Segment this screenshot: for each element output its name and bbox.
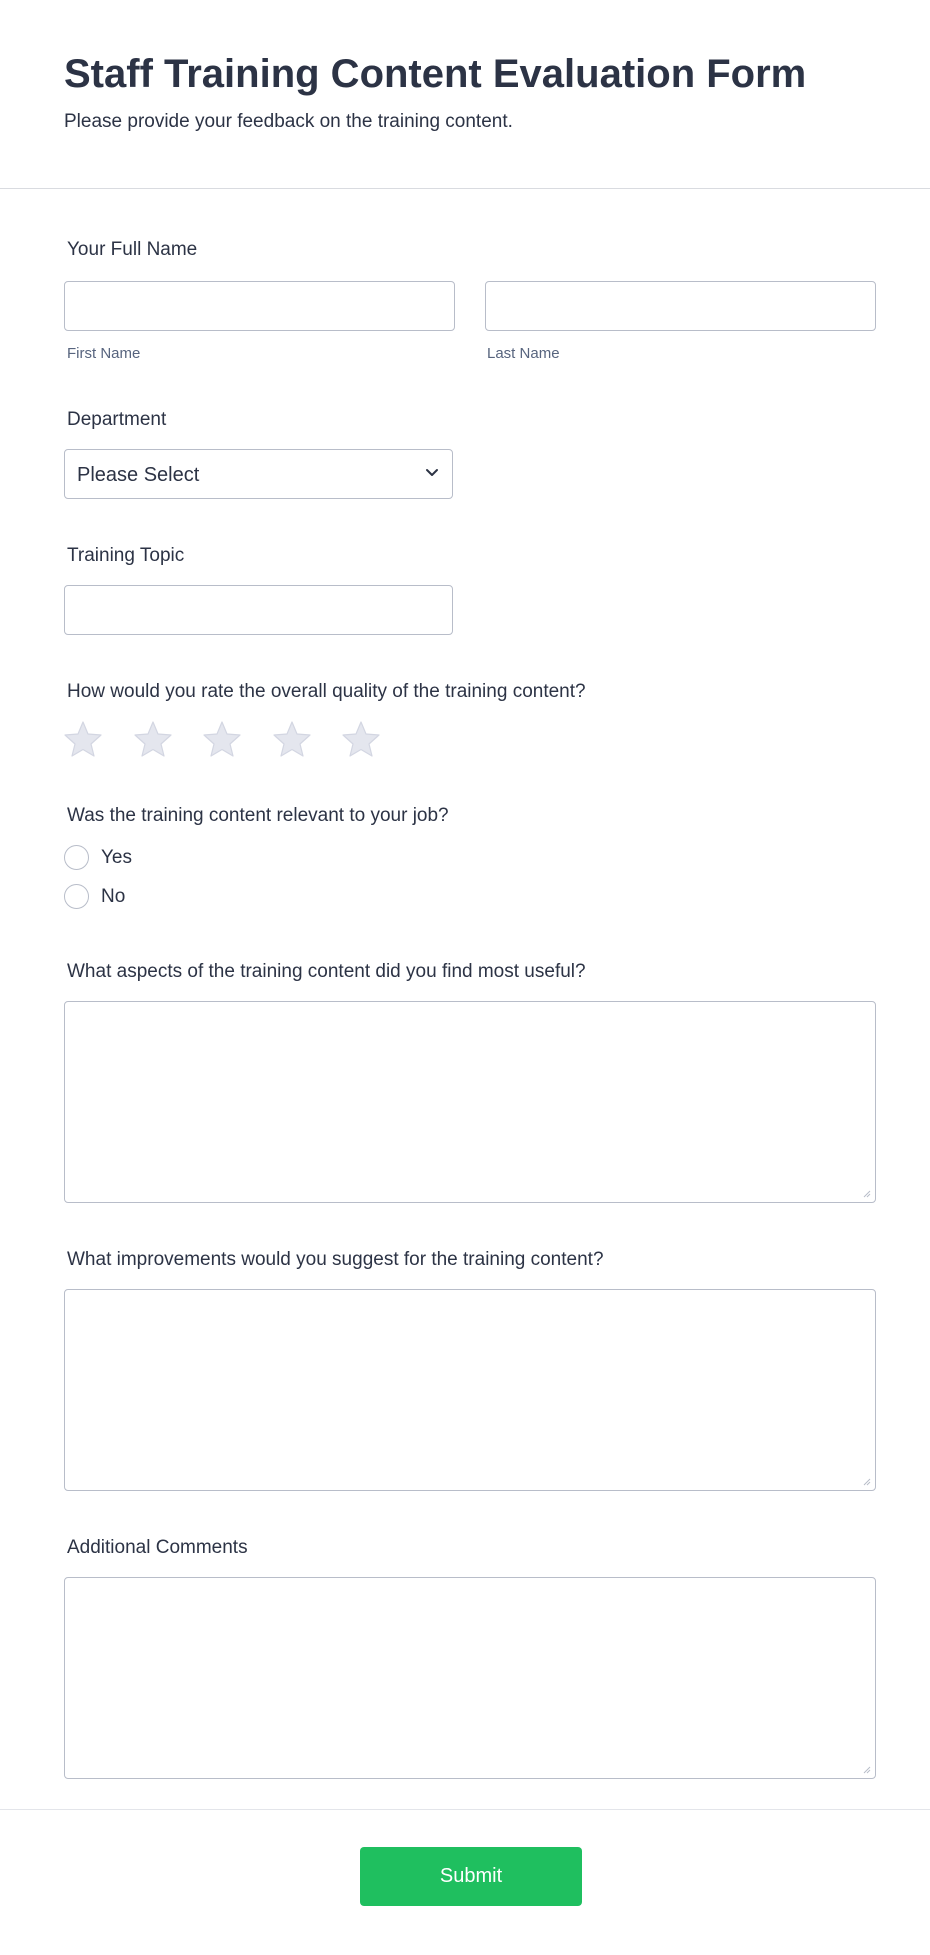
improvements-textarea[interactable]	[64, 1289, 876, 1491]
star-icon[interactable]	[63, 720, 103, 758]
resize-grip-icon[interactable]	[861, 1764, 871, 1774]
last-name-input[interactable]	[485, 281, 876, 331]
additional-comments-label: Additional Comments	[67, 1537, 248, 1558]
department-selected-value: Please Select	[77, 464, 200, 486]
chevron-down-icon	[424, 464, 440, 480]
form-subtitle: Please provide your feedback on the training content.	[64, 111, 513, 132]
radio-label-no: No	[101, 886, 126, 907]
full-name-label: Your Full Name	[67, 239, 198, 260]
additional-comments-textarea[interactable]	[64, 1577, 876, 1779]
resize-grip-icon[interactable]	[861, 1188, 871, 1198]
improvements-label: What improvements would you suggest for the training content?	[67, 1249, 604, 1270]
star-icon[interactable]	[202, 720, 242, 758]
star-icon[interactable]	[133, 720, 173, 758]
first-name-input[interactable]	[64, 281, 455, 331]
star-icon[interactable]	[341, 720, 381, 758]
quality-rating-label: How would you rate the overall quality of the training content?	[67, 681, 586, 702]
department-select[interactable]	[64, 449, 453, 499]
form-title: Staff Training Content Evaluation Form	[64, 52, 807, 96]
form-header	[0, 0, 930, 189]
training-topic-input[interactable]	[64, 585, 453, 635]
last-name-sublabel: Last Name	[487, 345, 560, 362]
useful-aspects-label: What aspects of the training content did you find most useful?	[67, 961, 586, 982]
training-topic-label: Training Topic	[67, 545, 185, 566]
relevance-label: Was the training content relevant to your job?	[67, 805, 449, 826]
radio-button-yes[interactable]	[64, 845, 89, 870]
star-icon[interactable]	[272, 720, 312, 758]
resize-grip-icon[interactable]	[861, 1476, 871, 1486]
first-name-sublabel: First Name	[67, 345, 141, 362]
radio-button-no[interactable]	[64, 884, 89, 909]
submit-button[interactable]: Submit	[360, 1847, 582, 1906]
useful-aspects-textarea[interactable]	[64, 1001, 876, 1203]
department-label: Department	[67, 409, 167, 430]
radio-label-yes: Yes	[101, 847, 132, 868]
